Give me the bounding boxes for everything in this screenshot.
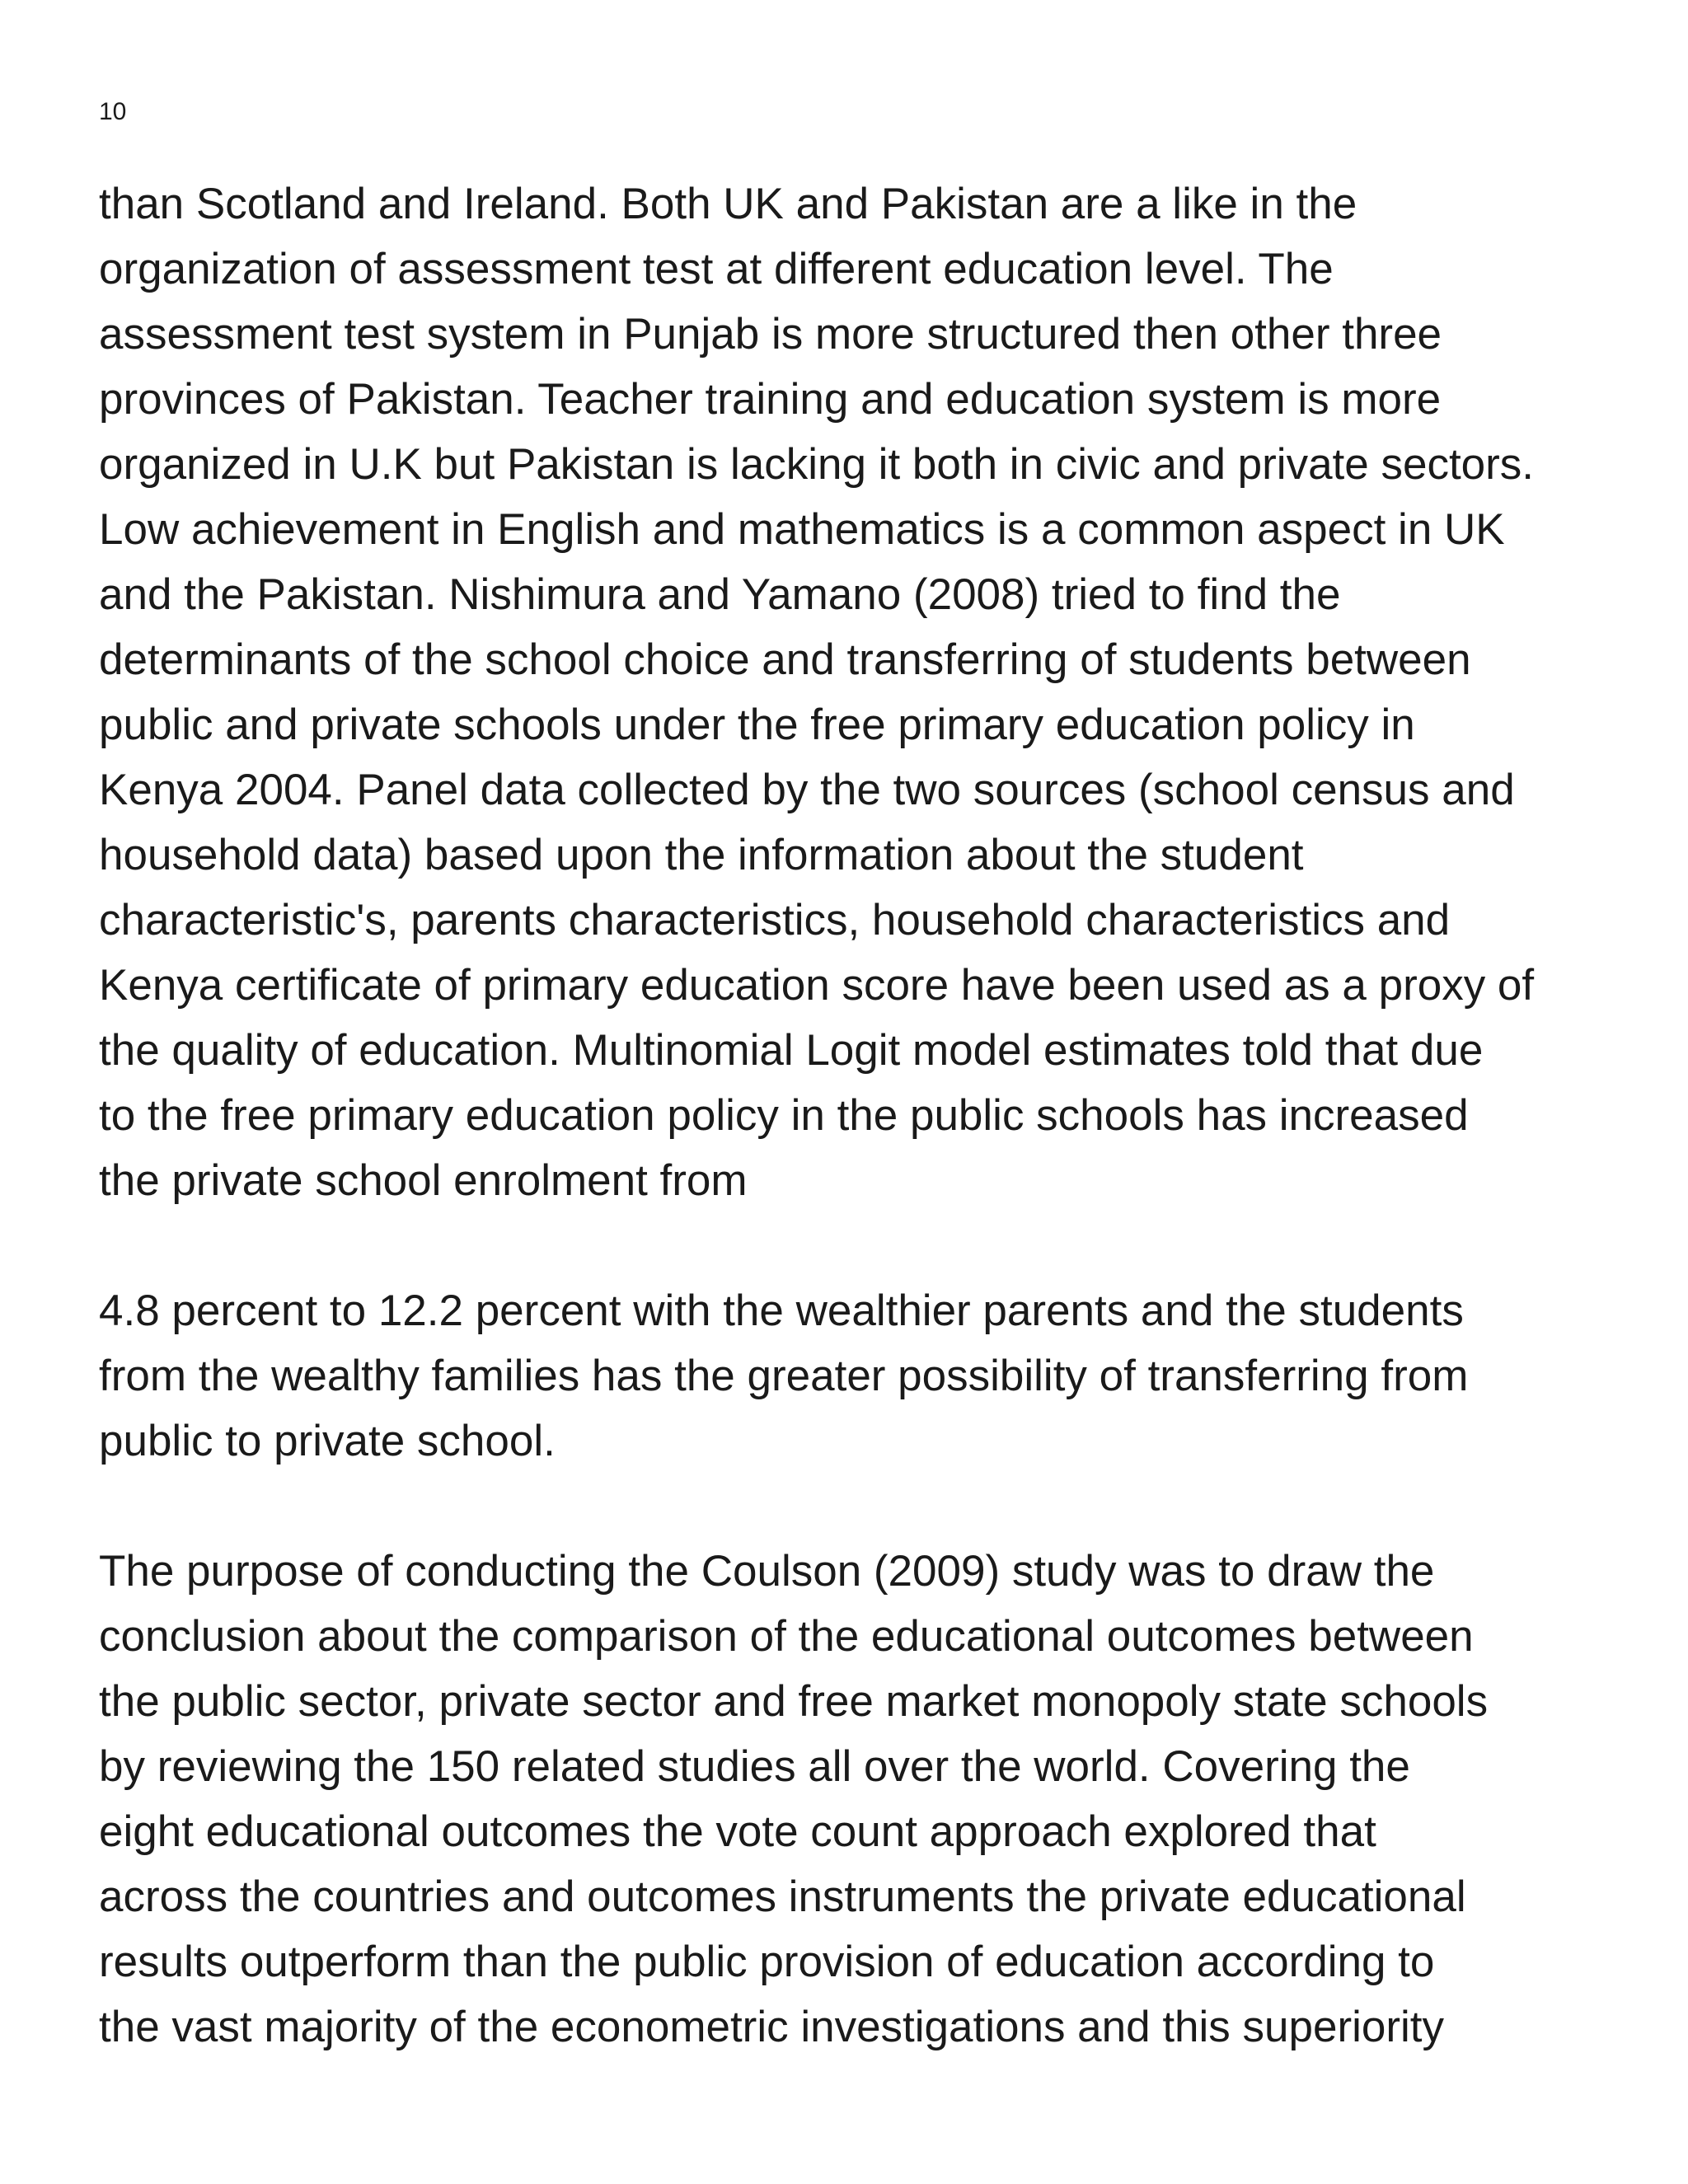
text-line: Kenya 2004. Panel data collected by the two sources (school census and xyxy=(99,766,1515,814)
text-line: household data) based upon the information about the student xyxy=(99,831,1304,879)
text-line: from the wealthy families has the greater possibility of transferring from xyxy=(99,1352,1469,1400)
text-line: results outperform than the public provision of education according to xyxy=(99,1938,1435,1986)
text-line: provinces of Pakistan. Teacher training and education system is more xyxy=(99,375,1442,424)
document-body xyxy=(99,171,1607,2060)
text-line: characteristic's, parents characteristics, household characteristics and xyxy=(99,896,1451,944)
text-line: 4.8 percent to 12.2 percent with the wealthier parents and the students xyxy=(99,1286,1464,1335)
text-line: and the Pakistan. Nishimura and Yamano (2008) tried to find the xyxy=(99,570,1341,619)
text-line: organized in U.K but Pakistan is lacking it both in civic and private sectors. xyxy=(99,440,1535,489)
paragraph-gap xyxy=(99,1213,1607,1278)
text-line: The purpose of conducting the Coulson (2009) study was to draw the xyxy=(99,1547,1435,1596)
text-line: public to private school. xyxy=(99,1417,556,1465)
text-line: conclusion about the comparison of the educational outcomes between xyxy=(99,1612,1474,1661)
text-line: eight educational outcomes the vote count approach explored that xyxy=(99,1807,1376,1856)
text-line: organization of assessment test at different education level. The xyxy=(99,245,1334,293)
text-line: public and private schools under the free primary education policy in xyxy=(99,701,1415,749)
text-line: the public sector, private sector and free market monopoly state schools xyxy=(99,1677,1489,1726)
text-line: Low achievement in English and mathematics is a common aspect in UK xyxy=(99,505,1505,554)
paragraph-3 xyxy=(99,1539,1607,2060)
text-line: by reviewing the 150 related studies all over the world. Covering the xyxy=(99,1742,1410,1791)
text-line: to the free primary education policy in the public schools has increased xyxy=(99,1091,1469,1140)
paragraph-1 xyxy=(99,171,1607,1213)
text-line: the vast majority of the econometric investigations and this superiority xyxy=(99,2003,1445,2051)
text-line: the private school enrolment from xyxy=(99,1156,748,1205)
paragraph-2 xyxy=(99,1278,1607,1474)
text-line: the quality of education. Multinomial Logit model estimates told that due xyxy=(99,1026,1484,1075)
paragraph-gap xyxy=(99,1474,1607,1539)
text-line: determinants of the school choice and transferring of students between xyxy=(99,635,1471,684)
text-line: across the countries and outcomes instruments the private educational xyxy=(99,1872,1466,1921)
page-number: 10 xyxy=(99,98,127,125)
text-line: assessment test system in Punjab is more structured then other three xyxy=(99,310,1442,359)
text-line: Kenya certificate of primary education score have been used as a proxy of xyxy=(99,961,1535,1010)
text-line: than Scotland and Ireland. Both UK and Pakistan are a like in the xyxy=(99,180,1357,228)
